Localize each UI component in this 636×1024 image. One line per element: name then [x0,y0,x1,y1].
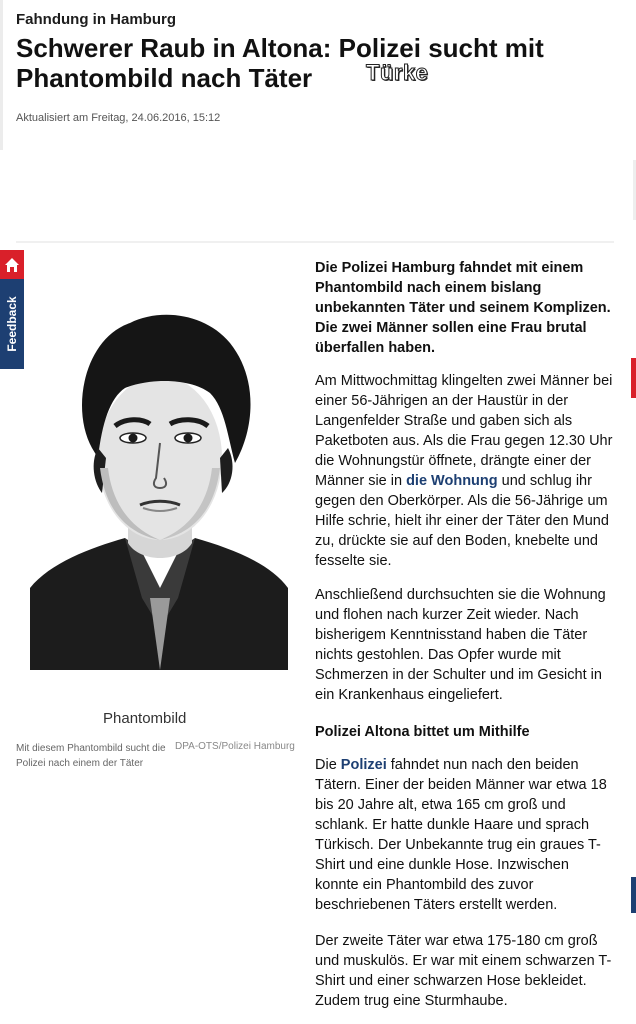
paragraph-text: Die [315,757,341,773]
home-icon [4,257,20,273]
paragraph-text: und schlug ihr gegen den Oberkörper. Als die 56-Jährige um Hilfe schrie, hielt ihr einer der Täter den Mund zu, drückte sie auf den Boden, knebelte und fesselte sie. [315,473,609,569]
article-paragraph [315,755,615,915]
feedback-label: Feedback [5,296,19,352]
article-title: Schwerer Raub in Altona: Polizei sucht mit Phantombild nach Täter [16,33,544,93]
updated-timestamp: Aktualisiert am Freitag, 24.06.2016, 15:12 [16,112,221,124]
article-kicker: Fahndung in Hamburg [16,11,176,28]
image-credit: DPA-OTS/Polizei Hamburg [175,741,295,752]
article-lead: Die Polizei Hamburg fahndet mit einem Phantombild nach einem bislang unbekannten Täter und seinem Komplizen. Die zwei Männer sollen eine Frau brutal überfallen haben. [315,260,611,356]
phantom-sketch-image[interactable] [30,298,288,670]
link-polizei[interactable]: Polizei [340,757,387,773]
left-edge-rule [0,0,3,150]
article-paragraph: Anschließend durchsuchten sie die Wohnung und flohen nach kurzer Zeit wieder. Nach bisherigem Kenntnisstand haben die Täter nichts gestohlen. Das Opfer wurde mit Schmerzen in der Schulter und im Gesicht in ein Krankenhaus eingeliefert. [315,587,606,703]
image-label: Phantombild [103,710,187,727]
paragraph-text: fahndet nun nach den beiden Tätern. Einer der beiden Männer war etwa 18 bis 20 Jahre alt, etwa 165 cm groß und schlank. Er hatte dunkle Haare und sprach Türkisch. Der Unbekannte trug ein graues T-Shirt und eine dunkle Hose. Inzwischen konnte ein Phantombild des zuvor beschriebenen Täters erstellt werden. [315,757,607,913]
scroll-marker-blue [631,877,636,913]
paragraph-text: Am Mittwochmittag klingelten zwei Männer bei einer 56-Jährigen an der Haustür in der Langenfelder Straße und gaben sich als Paketboten aus. Als die Frau gegen 12.30 Uhr die Wohnungstür öffnete, drängte einer der Männer sie in [315,373,613,489]
article-paragraph: Der zweite Täter war etwa 175-180 cm groß und muskulös. Er war mit einem schwarzen T-Shirt und einer schwarzen Hose bekleidet. Zudem trug eine Sturmhaube. [315,933,612,1009]
scroll-marker-red [631,358,636,398]
link-die-wohnung[interactable]: die Wohnung [406,473,498,489]
article-paragraph [315,371,615,571]
home-button[interactable] [0,250,24,279]
feedback-button[interactable] [0,279,24,369]
article-subheading: Polizei Altona bittet um Mithilfe [315,724,530,740]
image-caption: Mit diesem Phantombild sucht die Polizei nach einem der Täter [16,743,166,769]
divider [16,241,614,243]
stamp-overlay: Türke [366,60,429,85]
